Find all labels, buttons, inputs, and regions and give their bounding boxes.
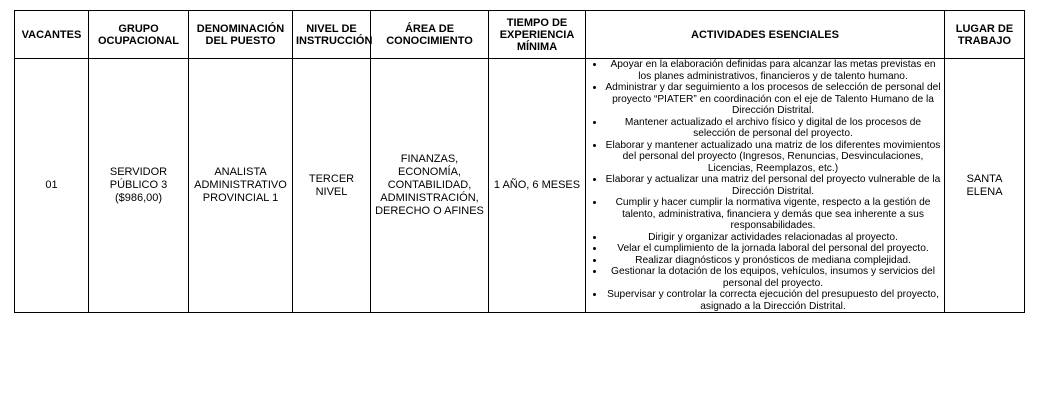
cell-grupo-ocupacional: SERVIDOR PÚBLICO 3 ($986,00) <box>89 59 189 313</box>
activities-list <box>589 59 941 312</box>
activity-item: • Apoyar en la elaboración definidas para alcanzar las metas previstas en los planes administrativos, financieros y de talento humano. <box>605 59 941 82</box>
job-vacancy-table <box>14 10 1025 313</box>
table-row <box>15 59 1025 313</box>
activity-item: • Administrar y dar seguimiento a los procesos de selección de personal del proyecto “PIATER” en coordinación con el eje de Talento Humano de la Dirección Distrital. <box>605 82 941 117</box>
cell-vacantes: 01 <box>15 59 89 313</box>
activity-item: • Elaborar y actualizar una matriz del personal del proyecto vulnerable de la Dirección Distrital. <box>605 174 941 197</box>
header-vacantes: VACANTES <box>15 11 89 59</box>
header-nivel-instruccion: NIVEL DE INSTRUCCIÓN <box>293 11 371 59</box>
activity-item: • Gestionar la dotación de los equipos, vehículos, insumos y servicios del personal del proyecto. <box>605 266 941 289</box>
activity-item: • Elaborar y mantener actualizado una matriz de los diferentes movimientos del personal del proyecto (Ingresos, Renuncias, Desvinculaciones, Licencias, Reemplazos, etc.) <box>605 140 941 175</box>
cell-lugar-trabajo: SANTA ELENA <box>945 59 1025 313</box>
activity-item: • Dirigir y organizar actividades relacionadas al proyecto. <box>605 232 941 244</box>
header-area-conocimiento: ÁREA DE CONOCIMIENTO <box>371 11 489 59</box>
header-row <box>15 11 1025 59</box>
activity-item: • Realizar diagnósticos y pronósticos de mediana complejidad. <box>605 255 941 267</box>
cell-actividades <box>586 59 945 313</box>
cell-tiempo-experiencia: 1 AÑO, 6 MESES <box>489 59 586 313</box>
activity-item: • Supervisar y controlar la correcta ejecución del presupuesto del proyecto, asignado a la Dirección Distrital. <box>605 289 941 312</box>
activity-item: • Cumplir y hacer cumplir la normativa vigente, respecto a la gestión de talento, administrativa, financiera y demás que sea inherente a sus responsabilidades. <box>605 197 941 232</box>
cell-area-conocimiento: FINANZAS, ECONOMÍA, CONTABILIDAD, ADMINISTRACIÓN, DERECHO O AFINES <box>371 59 489 313</box>
activity-item: • Velar el cumplimiento de la jornada laboral del personal del proyecto. <box>605 243 941 255</box>
header-denominacion: DENOMINACIÓN DEL PUESTO <box>189 11 293 59</box>
header-lugar-trabajo: LUGAR DE TRABAJO <box>945 11 1025 59</box>
header-tiempo-experiencia: TIEMPO DE EXPERIENCIA MÍNIMA <box>489 11 586 59</box>
header-actividades: ACTIVIDADES ESENCIALES <box>586 11 945 59</box>
header-grupo-ocupacional: GRUPO OCUPACIONAL <box>89 11 189 59</box>
activity-item: • Mantener actualizado el archivo físico y digital de los procesos de selección de personal del proyecto. <box>605 117 941 140</box>
cell-denominacion: ANALISTA ADMINISTRATIVO PROVINCIAL 1 <box>189 59 293 313</box>
cell-nivel-instruccion: TERCER NIVEL <box>293 59 371 313</box>
